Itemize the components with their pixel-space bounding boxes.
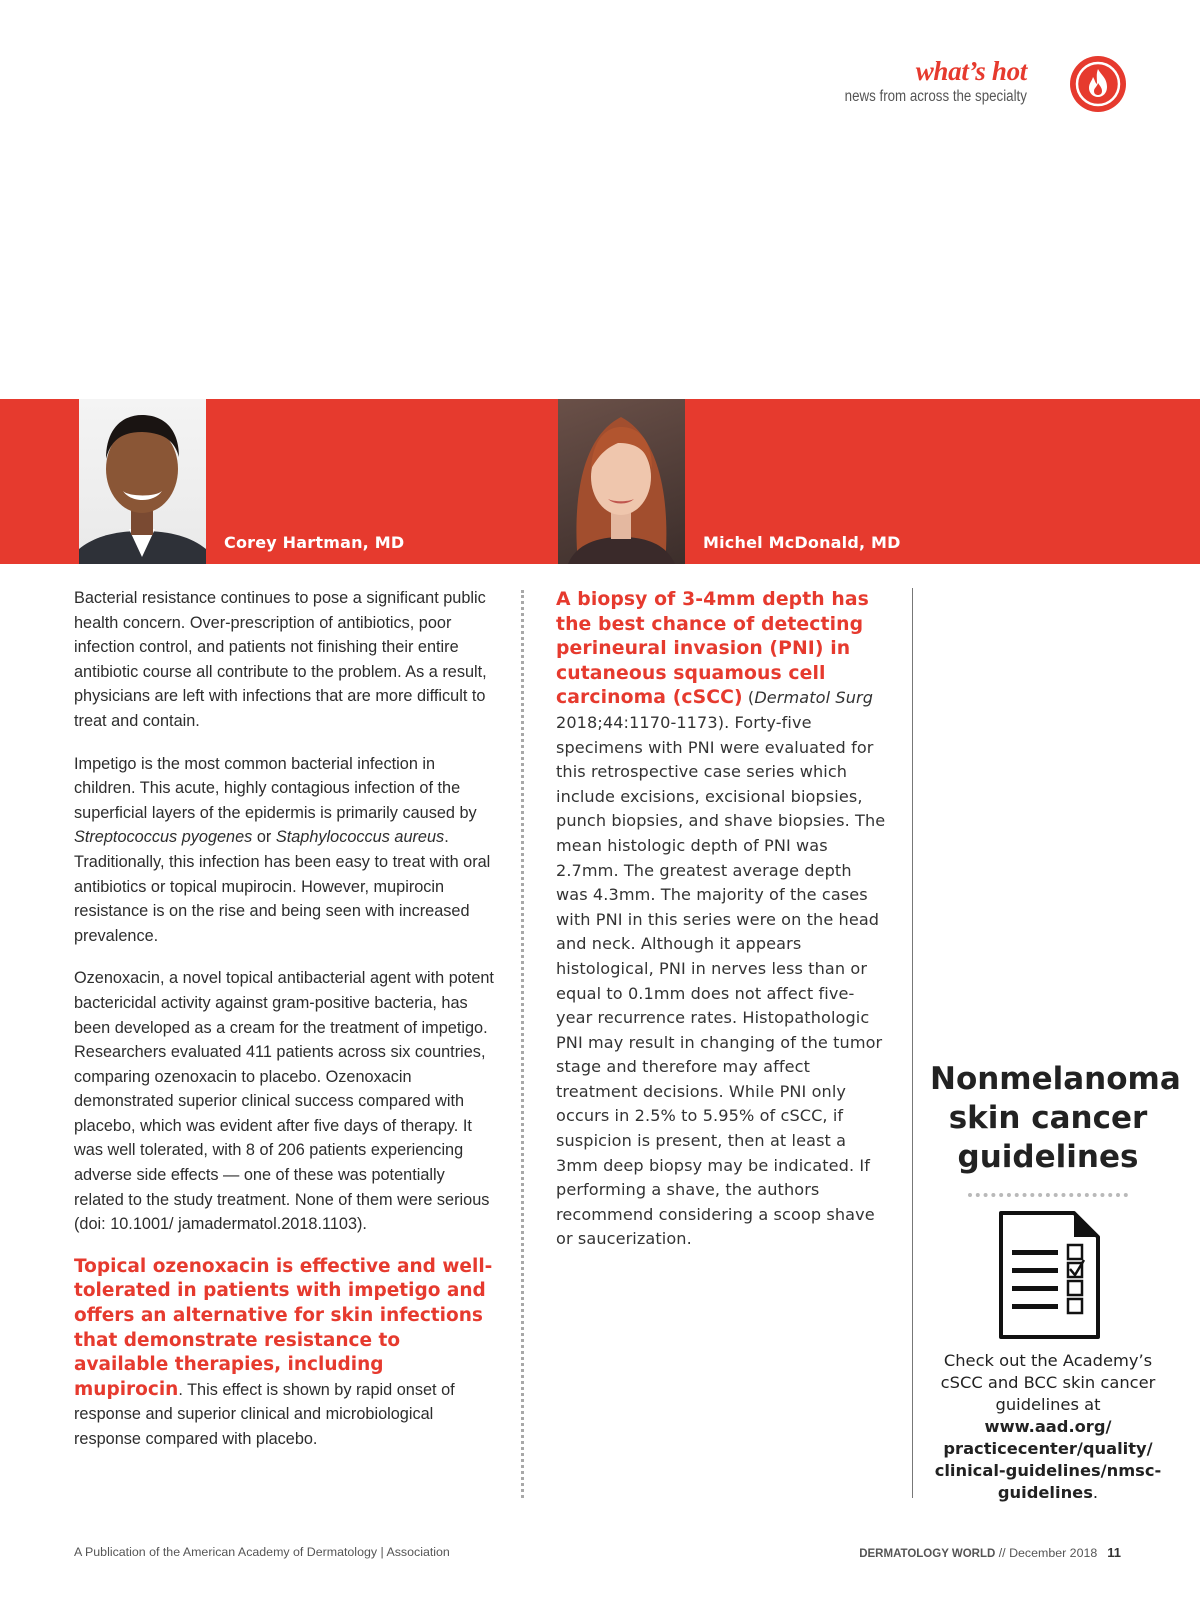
author-name-mcdonald: Michel McDonald, MD	[703, 533, 901, 552]
article-impetigo	[74, 586, 494, 1470]
guidelines-link[interactable]: www.aad.org/ practicecenter/quality/ clinical-guidelines/nmsc-guidelines	[934, 1417, 1162, 1502]
journal-name: Dermatol Surg	[754, 688, 874, 708]
footer-issue: DERMATOLOGY WORLD // December 2018 11	[859, 1545, 1121, 1560]
author-photo-hartman	[79, 399, 206, 564]
paragraph: Impetigo is the most common bacterial infection in children. This acute, highly contagious infection of the superficial layers of the epidermis is primarily caused by Streptococcus pyogenes or Staphylococcus aureus. Traditionally, this infection has been easy to treat with oral antibiotics or topical mupirocin. However, mupirocin resistance is on the rise and being seen with increased prevalence.	[74, 754, 491, 945]
paragraph: Topical ozenoxacin is effective and well-tolerated in patients with impetigo and offers an alternative for skin infections that demonstrate resistance to available therapies, including mupirocin. This effect is shown by rapid onset of response and superior clinical and microbiological response compared with placebo.	[74, 1255, 493, 1448]
footer-publisher: A Publication of the American Academy of Dermatology | Association	[74, 1545, 450, 1559]
author-name-hartman: Corey Hartman, MD	[224, 533, 405, 552]
flame-icon	[1070, 56, 1126, 112]
section-title: what’s hot	[915, 56, 1027, 86]
species-name: Streptococcus pyogenes	[74, 828, 253, 847]
species-name: Staphylococcus aureus	[275, 828, 445, 847]
page-number: 11	[1107, 1545, 1121, 1560]
column-divider	[521, 590, 524, 1498]
sidebar-divider	[912, 588, 913, 1498]
sidebar-title: Nonmelanoma skin cancer guidelines	[930, 1061, 1181, 1175]
key-finding: A biopsy of 3-4mm depth has the best chance of detecting perineural invasion (PNI) in cutaneous squamous cell carcinoma (cSCC)	[556, 589, 869, 709]
section-subtitle: news from across the specialty	[844, 88, 1027, 105]
dotted-rule	[968, 1193, 1128, 1197]
article-pni-biopsy: A biopsy of 3-4mm depth has the best chance of detecting perineural invasion (PNI) in cutaneous squamous cell carcinoma (cSCC) (Dermatol Surg 2018;44:1170-1173). Forty-five specimens with PNI were evaluated for this retrospective case series which include excisions, excisional biopsies, punch biopsies, and shave biopsies. The mean histologic depth of PNI was 2.7mm. The greatest average depth was 4.3mm. The majority of the cases with PNI in this series were on the head and neck. Although it appears histological, PNI in nerves less than or equal to 0.1mm does not affect five-year recurrence rates. Histopathologic PNI may result in changing of the tumor stage and therefore may affect treatment decisions. While PNI only occurs in 2.5% to 5.95% of cSCC, if suspicion is present, then at least a 3mm deep biopsy may be indicated. If performing a shave, the authors recommend considering a scoop shave or saucerization.	[556, 589, 886, 1249]
checklist-document-icon	[996, 1210, 1104, 1340]
sidebar-text: Check out the Academy’s cSCC and BCC skin cancer guidelines at www.aad.org/ practicecenter/quality/ clinical-guidelines/nmsc-guidelines.	[934, 1351, 1162, 1502]
paragraph: Ozenoxacin, a novel topical antibacterial agent with potent bactericidal activity against gram-positive bacteria, has been developed as a cream for the treatment of impetigo. Researchers evaluated 411 patients across six countries, comparing ozenoxacin to placebo. Ozenoxacin demonstrated superior clinical success compared with placebo, which was evident after five days of therapy. It was well tolerated, with 8 of 206 patients experiencing adverse side effects — one of these was potentially related to the study treatment. None of them were serious (doi: 10.1001/ jamadermatol.2018.1103).	[74, 969, 494, 1234]
paragraph: Bacterial resistance continues to pose a significant public health concern. Over-prescription of antibiotics, poor infection control, and patients not finishing their entire antibiotic course all contribute to the problem. As a result, physicians are left with infections that are more difficult to treat and contain.	[74, 589, 487, 730]
key-finding: Topical ozenoxacin is effective and well-tolerated in patients with impetigo and offers an alternative for skin infections that demonstrate resistance to available therapies, including mupirocin	[74, 1255, 493, 1400]
author-photo-mcdonald	[558, 399, 685, 564]
